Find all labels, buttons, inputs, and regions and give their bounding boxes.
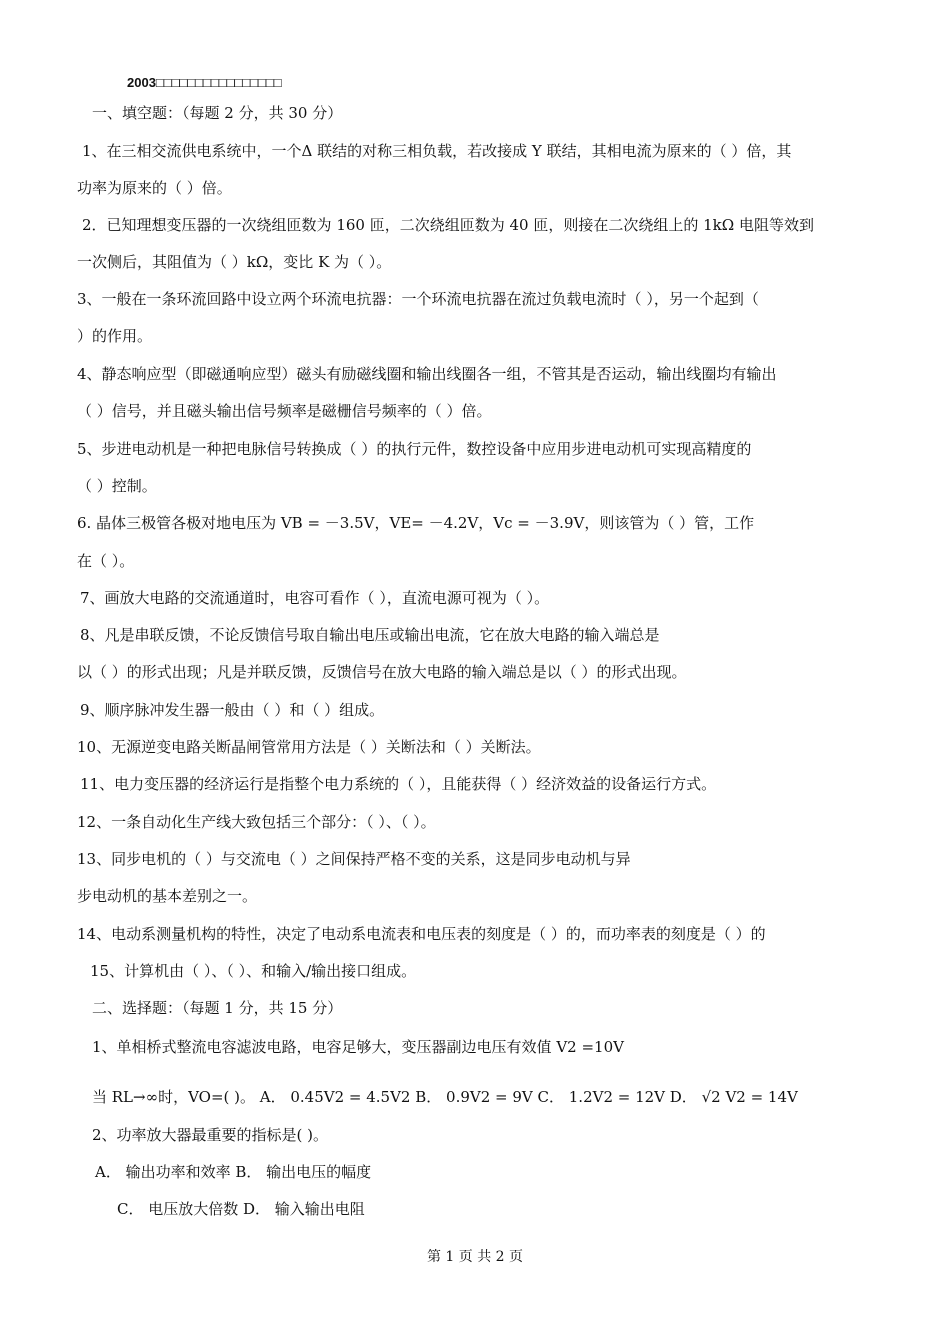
question-line: 2．已知理想变压器的一次绕组匝数为 160 匝，二次绕组匝数为 40 匝，则接在二次绕组上的 1kΩ 电阻等效到 — [82, 216, 814, 234]
question-line: 11、电力变压器的经济运行是指整个电力系统的（ ），且能获得（ ）经济效益的设备运行方式。 — [80, 775, 717, 793]
question-line: 14、电动系测量机构的特性，决定了电动系电流表和电压表的刻度是（ ）的，而功率表的刻度是（ ）的 — [77, 925, 766, 943]
question-line: 10、无源逆变电路关断晶闸管常用方法是（ ）关断法和（ ）关断法。 — [77, 738, 541, 756]
question-line: 4、静态响应型（即磁通响应型）磁头有励磁线圈和输出线圈各一组，不管其是否运动，输出线圈均有输出 — [77, 365, 777, 383]
question-line: 3、一般在一条环流回路中设立两个环流电抗器：一个环流电抗器在流过负载电流时（ ），另一个起到（ — [77, 290, 759, 308]
question-line: 步电动机的基本差别之一。 — [77, 887, 258, 905]
question-line: 8、凡是串联反馈，不论反馈信号取自输出电压或输出电流，它在放大电路的输入端总是 — [80, 626, 660, 644]
page-footer: 第 1 页 共 2 页 — [426, 1249, 524, 1265]
question-line: 7、画放大电路的交流通道时，电容可看作（ ），直流电源可视为（ ）。 — [80, 589, 550, 607]
question-line: 5、步进电动机是一种把电脉信号转换成（ ）的执行元件，数控设备中应用步进电动机可实现高精度的 — [77, 440, 752, 458]
question-line: 一次侧后，其阻值为（ ）kΩ，变比 K 为（ ）。 — [77, 253, 392, 271]
question-line: （ ）信号，并且磁头输出信号频率是磁栅信号频率的（ ）倍。 — [77, 402, 492, 420]
question-line: 功率为原来的（ ）倍。 — [77, 179, 232, 197]
option-line: A． 输出功率和效率 B． 输出电压的幅度 — [95, 1163, 372, 1181]
question-line: 12、一条自动化生产线大致包括三个部分：（ ）、（ ）。 — [77, 813, 436, 831]
section1-heading: 一、填空题：（每题 2 分，共 30 分） — [92, 104, 343, 122]
question-line: 1、在三相交流供电系统中，一个Δ 联结的对称三相负载，若改接成 Y 联结，其相电流为原来的（ ）倍，其 — [82, 142, 792, 160]
section2-heading: 二、选择题：（每题 1 分，共 15 分） — [92, 999, 343, 1017]
question-line: 15、计算机由（ ）、（ ）、和输入/输出接口组成。 — [90, 962, 417, 980]
question-line: 9、顺序脉冲发生器一般由（ ）和（ ）组成。 — [80, 701, 385, 719]
question-line: 在（ ）。 — [77, 552, 135, 570]
question-line: 当 RL→∞时，VO=( )。 A． 0.45V2 = 4.5V2 B． 0.9V2 = 9V C． 1.2V2 = 12V D． √2 V2 = 14V — [92, 1088, 798, 1106]
question-line: 2、功率放大器最重要的指标是( )。 — [92, 1126, 329, 1144]
question-line: 6. 晶体三极管各极对地电压为 VB = －3.5V，VE= －4.2V，Vc = －3.9V，则该管为（ ）管，工作 — [77, 514, 755, 532]
document-title: 2003□□□□□□□□□□□□□□□□ — [127, 75, 282, 90]
question-line: 以（ ）的形式出现；凡是并联反馈，反馈信号在放大电路的输入端总是以（ ）的形式出现。 — [77, 663, 687, 681]
question-line: （ ）控制。 — [77, 477, 157, 495]
question-line: 1、单相桥式整流电容滤波电路，电容足够大，变压器副边电压有效值 V2 =10V — [92, 1038, 624, 1056]
question-line: ）的作用。 — [77, 327, 153, 345]
question-line: 13、同步电机的（ ）与交流电（ ）之间保持严格不变的关系，这是同步电动机与异 — [77, 850, 631, 868]
option-line: C． 电压放大倍数 D． 输入输出电阻 — [117, 1200, 365, 1218]
